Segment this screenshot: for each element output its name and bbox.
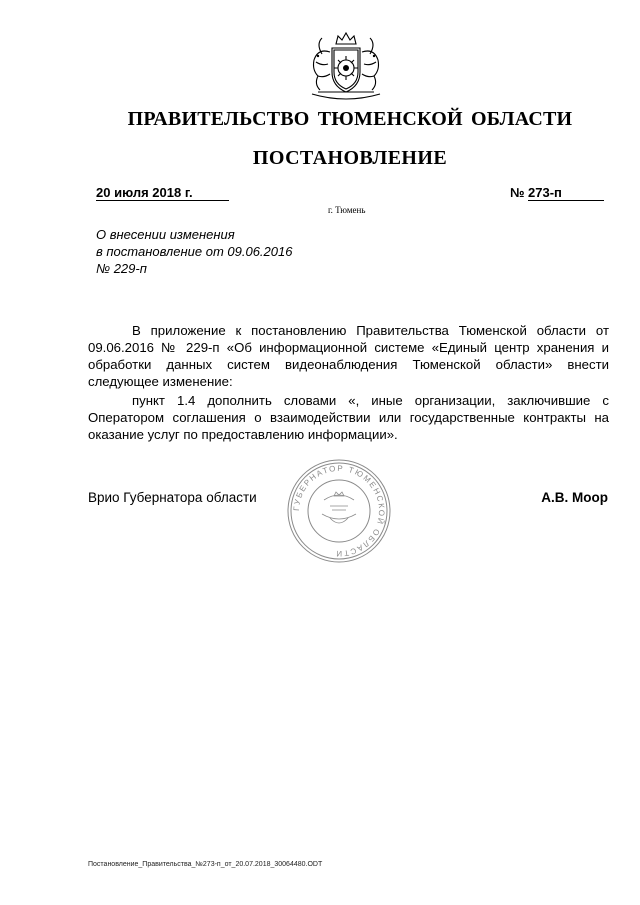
subject-line: О внесении изменения	[96, 227, 235, 242]
official-seal-stamp	[286, 458, 392, 564]
coat-of-arms-icon	[304, 30, 388, 102]
signer-name: А.В. Моор	[541, 490, 608, 505]
document-number-label: №	[510, 185, 525, 200]
subject-line: № 229-п	[96, 261, 147, 276]
document-type-title: ПОСТАНОВЛЕНИЕ	[252, 147, 448, 169]
document-city: г. Тюмень	[328, 205, 366, 215]
body-paragraph: пункт 1.4 дополнить словами «, иные организации, заключившие с Оператором соглашения о взаимодействии или государственные контракты на оказание услуг по предоставлению информации».	[88, 393, 609, 442]
document-date: 20 июля 2018 г.	[96, 185, 229, 201]
document-number: 273-п	[528, 185, 604, 201]
signer-title: Врио Губернатора области	[88, 490, 257, 505]
file-footer: Постановление_Правительства_№273-п_от_20.07.2018_30064480.ODT	[88, 861, 323, 868]
subject-line: в постановление от 09.06.2016	[96, 244, 293, 259]
stamp-text: ГУБЕРНАТОР ТЮМЕНСКОЙ ОБЛАСТИ	[291, 463, 387, 559]
document-subject	[96, 226, 356, 277]
government-title: ПРАВИТЕЛЬСТВО ТЮМЕНСКОЙ ОБЛАСТИ	[127, 108, 573, 130]
body-paragraph: В приложение к постановлению Правительства Тюменской области от 09.06.2016 № 229-п «Об информационной системе «Единый центр хранения и обработки данных систем видеонаблюдения Тюменской области» внести следующее изменение:	[88, 323, 609, 389]
document-body	[88, 322, 609, 445]
svg-text:ГУБЕРНАТОР ТЮМЕНСКОЙ ОБЛАСТИ	[292, 464, 386, 558]
